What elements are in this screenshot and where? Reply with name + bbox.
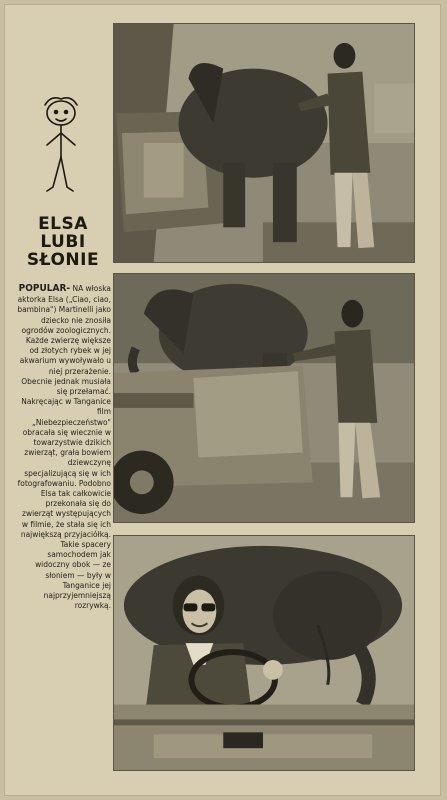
photo-woman-driving-with-elephant (113, 535, 415, 771)
headline-line-3: SŁONIE (26, 250, 100, 270)
magazine-page (4, 4, 441, 796)
article-headline (15, 215, 111, 269)
headline-line-2: LUBI (40, 232, 86, 252)
article-text (17, 283, 111, 611)
text-column (15, 21, 111, 787)
photo-elephant-climbing-jeep (113, 23, 415, 263)
photo-image (114, 536, 414, 770)
photo-image (114, 274, 414, 522)
article-dropcap: POPULAR- (18, 283, 71, 294)
photo-elephant-in-jeep (113, 273, 415, 523)
photo-image (114, 24, 414, 262)
headline-line-1: ELSA (38, 214, 88, 234)
article-body: NA włoska aktorka Elsa („Ciao, ciao, bambina") Martinelli jako dziecko nie znosiła ogrodów zoologicznych. Każde zwierzę większe od złotych rybek w jej akwarium wywoływało u niej przerażenie. Obecnie jednak musiała się przełamać. Nakręcając w Tanganice film „Niebezpieczeństwo" obracała się wiecznie w towarzystwie dzikich zwierząt, grała bowiem dziewczynę specjalizującą się w ich fotografowaniu. Podobno Elsa tak całkowicie przekonała się do zwierząt występujących w filmie, że stała się ich największą przyjaciółką. Takie spacery samochodem jak widoczny obok — ze słoniem — były w Tanganice jej najprzyjemniejszą rozrywką. (17, 283, 111, 611)
cartoon-figure-icon (35, 95, 87, 205)
